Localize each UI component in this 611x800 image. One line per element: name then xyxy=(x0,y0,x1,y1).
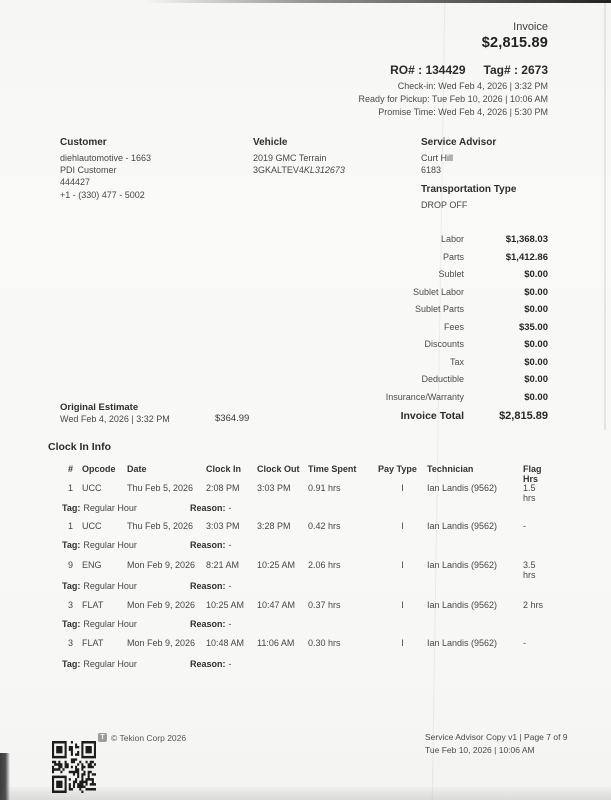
invoice-total-row: Invoice Total $2,815.89 xyxy=(400,410,548,422)
customer-block xyxy=(60,137,240,201)
transportation-block xyxy=(421,184,581,211)
ro-tag-line xyxy=(390,63,548,77)
vehicle-block xyxy=(253,137,413,176)
clock-table-header: # Opcode Date Clock In Clock Out Time Spent Pay Type Technician Flag Hrs xyxy=(68,464,542,484)
copy-version-text: Service Advisor Copy v1 | Page 7 of 9 xyxy=(425,732,568,742)
ro-number: RO# : 134429 xyxy=(390,63,466,77)
customer-title: Customer xyxy=(60,137,107,148)
totals-row: Discounts $0.00 xyxy=(424,339,548,350)
service-advisor-name: Curt Hill xyxy=(421,153,454,163)
totals-row: Insurance/Warranty $0.00 xyxy=(385,391,548,403)
clock-tag-row: Tag: Regular Hour Reason: - xyxy=(62,659,232,669)
check-in-date: Check-in: Wed Feb 4, 2026 | 3:32 PM xyxy=(397,81,548,91)
tekion-logo-icon: T xyxy=(98,733,107,742)
customer-type: PDI Customer xyxy=(60,165,117,176)
totals-row: Parts $1,412.86 xyxy=(442,251,548,263)
clock-table-row: 9 ENG Mon Feb 9, 2026 8:21 AM 10:25 AM 2.06 hrs I Ian Landis (9562) 3.5 hrs xyxy=(68,560,536,580)
clock-table-row: 1 UCC Thu Feb 5, 2026 2:08 PM 3:03 PM 0.91 hrs I Ian Landis (9562) 1.5 hrs xyxy=(68,483,536,503)
transportation-value: DROP OFF xyxy=(421,200,468,210)
totals-row: Fees $35.00 xyxy=(443,321,548,333)
original-estimate-amount: $364.99 xyxy=(215,413,250,424)
clock-table-row: 1 UCC Thu Feb 5, 2026 3:03 PM 3:28 PM 0.42 hrs I Ian Landis (9562) - xyxy=(68,521,526,531)
service-advisor-id: 6183 xyxy=(421,165,442,176)
clock-tag-row: Tag: Regular Hour Reason: - xyxy=(62,619,232,629)
qr-code xyxy=(52,741,96,793)
printed-at-text: Tue Feb 10, 2026 | 10:06 AM xyxy=(425,745,535,755)
clock-tag-row: Tag: Regular Hour Reason: - xyxy=(62,581,232,591)
service-advisor-block xyxy=(421,137,581,176)
transportation-title: Transportation Type xyxy=(421,184,517,195)
totals-row: Sublet $0.00 xyxy=(438,269,548,280)
totals-row: Sublet Parts $0.00 xyxy=(414,304,548,315)
scan-top-edge xyxy=(145,0,611,3)
totals-row: Tax $0.00 xyxy=(449,356,548,368)
original-estimate-title: Original Estimate xyxy=(60,402,139,413)
customer-number: 444427 xyxy=(60,177,91,188)
clock-table-row: 3 FLAT Mon Feb 9, 2026 10:48 AM 11:06 AM 0.30 hrs I Ian Landis (9562) - xyxy=(68,638,526,648)
ready-for-pickup-date: Ready for Pickup: Tue Feb 10, 2026 | 10:06 AM xyxy=(358,93,548,104)
vehicle-title: Vehicle xyxy=(253,137,288,148)
totals-row: Deductible $0.00 xyxy=(421,374,548,385)
copyright-text: © Tekion Corp 2026 xyxy=(111,733,187,743)
customer-name: diehlautomotive - 1663 xyxy=(60,153,152,163)
invoice-total-amount: $2,815.89 xyxy=(481,35,548,51)
clock-tag-row: Tag: Regular Hour Reason: - xyxy=(62,540,232,550)
promise-time-date: Promise Time: Wed Feb 4, 2026 | 5:30 PM xyxy=(378,106,548,117)
invoice-doc-type: Invoice xyxy=(513,21,548,33)
invoice-dates xyxy=(359,80,548,118)
totals-row: Sublet Labor $0.00 xyxy=(412,286,548,298)
totals-row: Labor $1,368.03 xyxy=(440,234,548,245)
clock-tag-row: Tag: Regular Hour Reason: - xyxy=(62,503,232,513)
vehicle-model: 2019 GMC Terrain xyxy=(253,153,327,163)
clock-in-info-title: Clock In Info xyxy=(48,441,111,453)
original-estimate-date: Wed Feb 4, 2026 | 3:32 PM xyxy=(60,414,170,424)
customer-phone: +1 - (330) 477 - 5002 xyxy=(60,189,145,200)
vehicle-vin: 3GKALTEV4KL312673 xyxy=(253,165,345,176)
scan-right-edge xyxy=(604,0,606,430)
service-advisor-title: Service Advisor xyxy=(421,137,497,148)
tag-number: Tag# : 2673 xyxy=(483,63,548,77)
footer-page-info xyxy=(425,731,568,757)
clock-table-row: 3 FLAT Mon Feb 9, 2026 10:25 AM 10:47 AM 0.37 hrs I Ian Landis (9562) 2 hrs xyxy=(68,600,544,610)
